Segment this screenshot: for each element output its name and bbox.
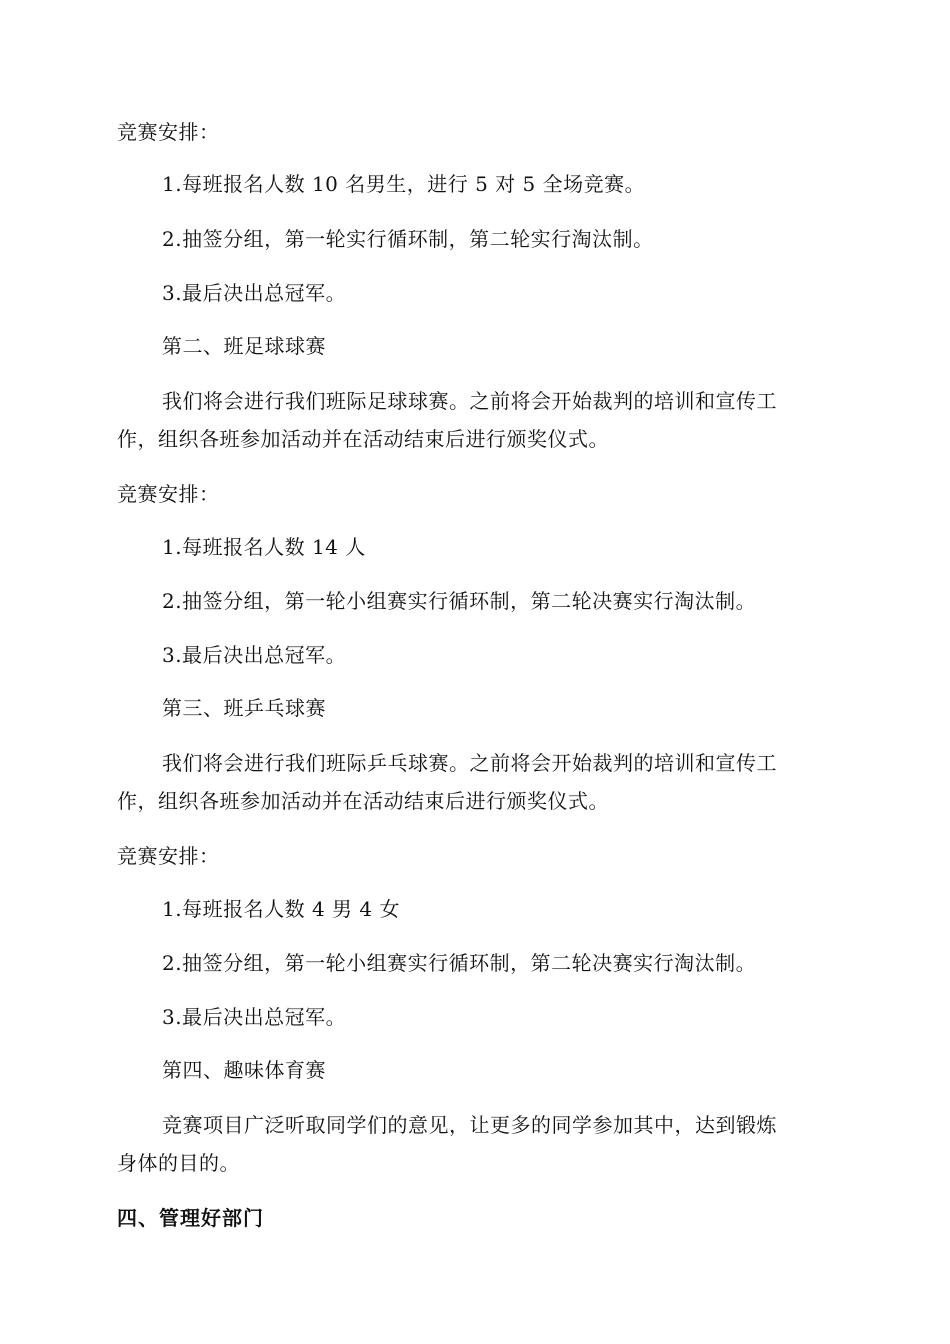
pingpong-arrangement-label: 竞赛安排：: [117, 844, 220, 868]
fun-sports-heading: 第四、趣味体育赛: [162, 1058, 326, 1082]
football-intro-line-1: 我们将会进行我们班际足球球赛。之前将会开始裁判的培训和宣传工: [162, 389, 777, 413]
football-arrangement-label: 竞赛安排：: [117, 482, 220, 506]
basketball-rule-3: 3.最后决出总冠军。: [162, 281, 347, 305]
football-rule-3: 3.最后决出总冠军。: [162, 643, 347, 667]
basketball-rule-1: 1.每班报名人数 10 名男生，进行 5 对 5 全场竞赛。: [162, 172, 646, 196]
section-four-title: 四、管理好部门: [117, 1206, 264, 1230]
football-intro-line-2: 作，组织各班参加活动并在活动结束后进行颁奖仪式。: [117, 427, 609, 451]
fun-sports-intro-line-1: 竞赛项目广泛听取同学们的意见，让更多的同学参加其中，达到锻炼: [162, 1113, 777, 1137]
pingpong-intro-line-2: 作，组织各班参加活动并在活动结束后进行颁奖仪式。: [117, 789, 609, 813]
football-rule-2: 2.抽签分组，第一轮小组赛实行循环制，第二轮决赛实行淘汰制。: [162, 589, 757, 613]
pingpong-rule-1: 1.每班报名人数 4 男 4 女: [162, 897, 400, 921]
football-rule-1: 1.每班报名人数 14 人: [162, 535, 366, 559]
basketball-rule-2: 2.抽签分组，第一轮实行循环制，第二轮实行淘汰制。: [162, 227, 654, 251]
pingpong-heading: 第三、班乒乓球赛: [162, 696, 326, 720]
pingpong-rule-3: 3.最后决出总冠军。: [162, 1005, 347, 1029]
pingpong-intro-line-1: 我们将会进行我们班际乒乓球赛。之前将会开始裁判的培训和宣传工: [162, 751, 777, 775]
football-heading: 第二、班足球球赛: [162, 334, 326, 358]
fun-sports-intro-line-2: 身体的目的。: [117, 1151, 240, 1175]
pingpong-rule-2: 2.抽签分组，第一轮小组赛实行循环制，第二轮决赛实行淘汰制。: [162, 951, 757, 975]
basketball-arrangement-label: 竞赛安排：: [117, 120, 220, 144]
